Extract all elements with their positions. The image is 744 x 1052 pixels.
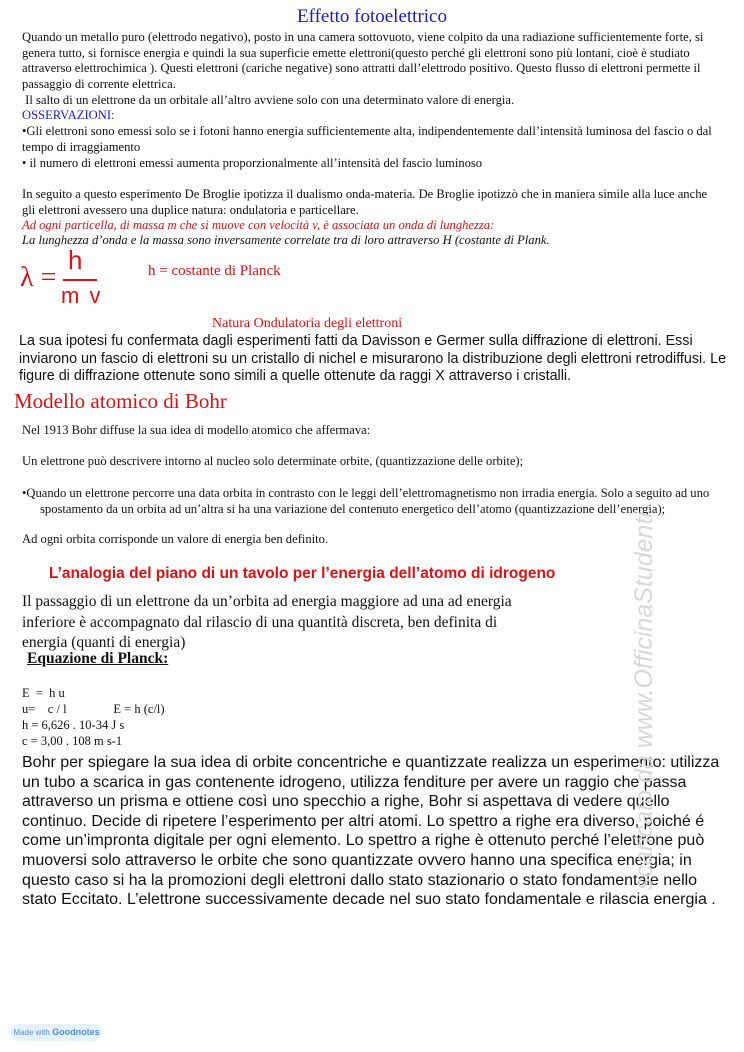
planck-line: E = h u [22, 686, 65, 700]
intro-energy-line: Il salto di un elettrone da un orbitale all’altro avviene solo con una determinato valore di energia. [22, 93, 515, 107]
planck-line: h = 6,626 . 10-34 J s [22, 718, 125, 732]
planck-equations [22, 669, 165, 765]
planck-line: c = 3,00 . 108 m s-1 [22, 734, 123, 748]
watermark: scaricato da www.OfficinaStudenti [630, 512, 658, 890]
goodnotes-badge[interactable] [11, 1024, 102, 1041]
formula-denominator: m v [61, 283, 103, 308]
formula-numerator: h [68, 245, 83, 275]
wave-paragraph: La sua ipotesi fu confermata dagli esperimenti fatti da Davisson e Germer sulla diffrazione di elettroni. Essi inviarono un fascio di elettroni su un cristallo di nichel e misurarono la distribuzione degli elettroni retrodiffusi. Le figure di diffrazione ottenute sono simili a quelle ottenute da raggi X attraverso i cristalli. [19, 333, 727, 384]
planck-line: u= c / l E = h (c/l) [22, 702, 165, 716]
analogy-paragraph: Il passaggio di un elettrone da un’orbita ad energia maggiore ad una ad energia inferiore è accompagnato dal rilascio di una quantità discreta, ben definita di energia (quanti di energia) [22, 593, 512, 651]
wave-title: Natura Ondulatoria degli elettroni [212, 316, 403, 331]
observation-2: • il numero di elettroni emessi aumenta proporzionalmente all’intensità del fascio luminoso [22, 156, 483, 170]
bohr-title: Modello atomico di Bohr [14, 389, 227, 413]
bohr-energy-value: Ad ogni orbita corrisponde un valore di energia ben definito. [22, 532, 329, 546]
formula-lambda: λ = [20, 262, 57, 293]
bohr-intro: Nel 1913 Bohr diffuse la sua idea di modello atomico che affermava: [22, 423, 371, 437]
observations-label: OSSERVAZIONI: [22, 108, 115, 122]
badge-brand-text: Goodnotes [52, 1027, 100, 1037]
badge-small-text: Made with [13, 1028, 50, 1037]
page-title: Effetto fotoelettrico [296, 6, 447, 27]
planck-heading: Equazione di Planck: [27, 650, 169, 667]
debroglie-italic-line: La lunghezza d’onda e la massa sono inversamente correlate tra di loro attraverso H (costante di Plank. [22, 233, 550, 247]
observation-1: •Gli elettroni sono emessi solo se i fotoni hanno energia sufficientemente alta, indipendentemente dall’intensità luminosa del fascio o dal tempo di irraggiamento [22, 124, 712, 154]
debroglie-paragraph: In seguito a questo esperimento De Broglie ipotizza il dualismo onda-materia. De Broglie ipotizzò che in maniera simile alla luce anche gli elettroni avessero una duplice natura: ondulatoria e particellare. [22, 187, 708, 217]
formula-note: h = costante di Planck [148, 263, 281, 279]
experiment-paragraph: Bohr per spiegare la sua idea di orbite concentriche e quantizzate realizza un esperimento: utilizza un tubo a scarica in gas contenente idrogeno, utilizza fenditure per avere un raggio che passa attraverso un prisma e ottiene così uno specchio a righe, Bohr si aspettava di vedere quello continuo. Decide di ripetere l’esperimento per altri atomi. Lo spettro a righe era diverso, poiché é come un’impronta digitale per ogni elemento. Lo spettro a righe è ottenuto perché l’elettrone può muoversi solo attraverso le orbite che sono quantizzate ovvero hanno una specifica energia; in questo caso si ha la promozioni degli elettroni dallo stato stazionario o stato fondamentale nello stato Eccitato. L’elettrone successivamente decade nel suo stato fondamentale e rilascia energia . [22, 754, 720, 909]
debroglie-red-line: Ad ogni particella, di massa m che si muove con velocità v, è associata un onda di lunghezza: [22, 218, 495, 232]
formula-fraction-line [63, 279, 97, 281]
intro-paragraph: Quando un metallo puro (elettrodo negativo), posto in una camera sottovuoto, viene colpito da una radiazione sufficientemente forte, si genera tutto, si fornisce energia e quindi la sua superficie emette elettroni(questo perché gli elettroni sono più lontani, cioè è studiato attraverso elettrochimica ). Questi elettroni (cariche negative) sono attratti dall’elettrodo positivo. Questo flusso di elettroni permette il passaggio di corrente elettrica. [22, 30, 704, 91]
analogy-title: L’analogia del piano di un tavolo per l’energia dell’atomo di idrogeno [49, 565, 556, 582]
bohr-energy-point: •Quando un elettrone percorre una data orbita in contrasto con le leggi dell’elettromagnetismo non irradia energia. Solo a seguito ad uno spostamento da un orbita ad un’altra si ha una variazione del contenuto energetico dell’atomo (quantizzazione dell’energia); [22, 486, 710, 516]
bohr-orbits: Un elettrone può descrivere intorno al nucleo solo determinate orbite, (quantizzazione delle orbite); [22, 454, 524, 468]
